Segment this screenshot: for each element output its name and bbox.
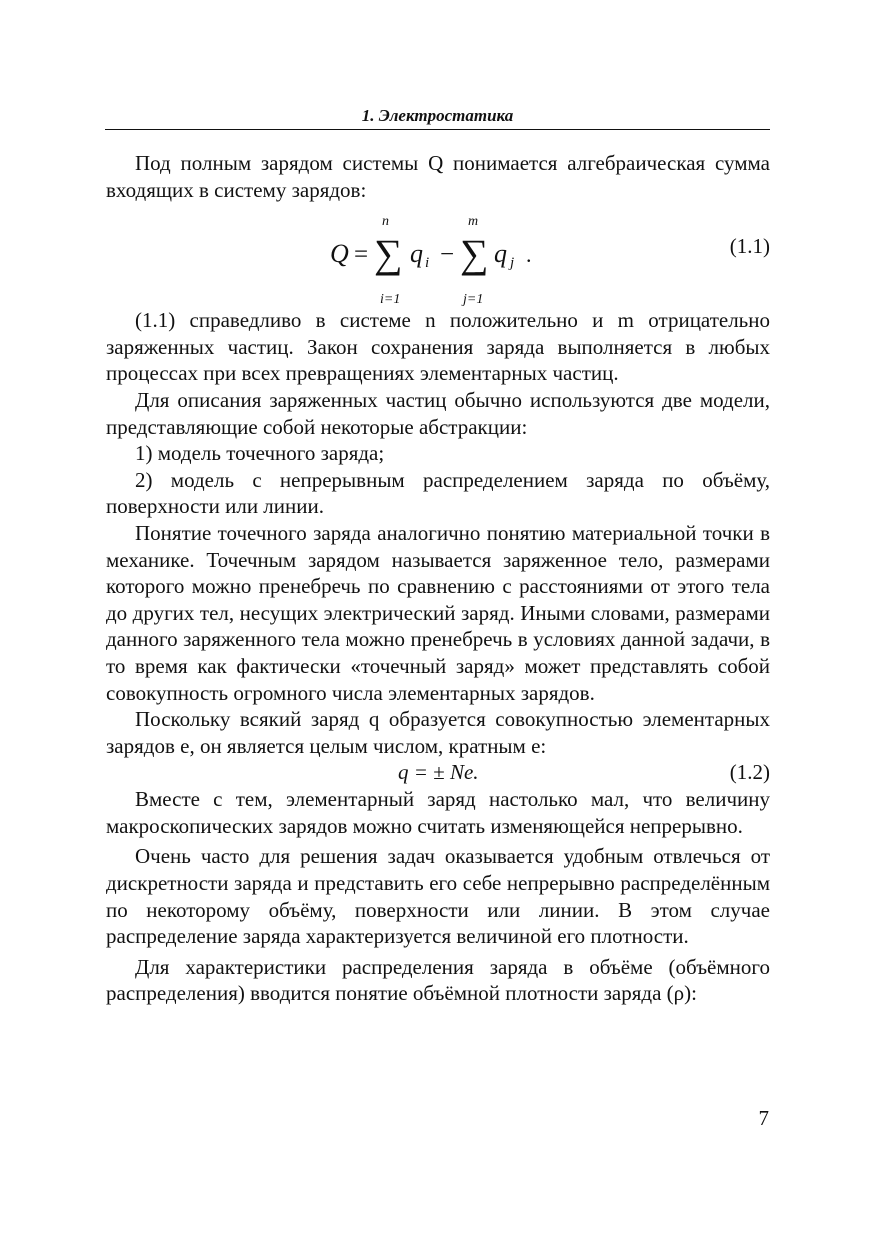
header-rule — [105, 129, 770, 130]
eq1-period: . — [526, 242, 532, 268]
eq1-sum1-sigma: ∑ — [374, 231, 403, 277]
eq1-sum2-upper: m — [468, 214, 479, 230]
list-item-1: 1) модель точечного заряда; — [135, 441, 385, 466]
eq1-sum1-upper: n — [382, 214, 389, 230]
eq1-sum2-sigma: ∑ — [460, 231, 489, 277]
page-number: 7 — [758, 1106, 769, 1130]
equation-1-2 — [106, 759, 770, 786]
eq1-term1: q — [410, 239, 423, 269]
paragraph-4: Понятие точечного заряда аналогично понятию материальной точки в механике. Точечным зарядом называется заряженное тело, размерами которого можно пренебречь по сравнению с расстояниями от этого тела до других тел, несущих электрический заряд. Иными словами, размерами данного заряженного тела можно пренебречь в условиях данной задачи, в то время как фактически «точечный заряд» может представлять собой совокупность огромного числа элементарных зарядов. — [106, 520, 770, 705]
eq1-sum2-lower: j=1 — [463, 292, 484, 308]
equation-1-2-formula: q = ± Ne. — [398, 760, 479, 785]
equation-1-1 — [106, 203, 770, 307]
eq1-term2-sub: j — [510, 255, 515, 272]
eq1-lhs: Q — [330, 239, 349, 269]
eq1-equals: = — [354, 241, 369, 269]
equation-number-1-1: (1.1) — [729, 234, 770, 259]
running-head: 1. Электростатика — [361, 106, 514, 125]
eq1-term2: q — [494, 239, 507, 269]
equation-number-1-2: (1.2) — [729, 760, 770, 785]
paragraph-2: (1.1) справедливо в системе n положительно и m отрицательно заряженных частиц. Закон сохранения заряда выполняется в любых процессах при всех превращениях элементарных частиц. — [106, 308, 770, 386]
paragraph-6: Вместе с тем, элементарный заряд настолько мал, что величину макроскопических зарядов можно считать изменяющейся непрерывно. — [106, 787, 770, 838]
eq1-term1-sub: i — [425, 255, 430, 272]
paragraph-3: Для описания заряженных частиц обычно используются две модели, представляющие собой некоторые абстракции: — [106, 387, 770, 439]
list-item-2: 2) модель с непрерывным распределением заряда по объёму, поверхности или линии. — [106, 467, 770, 519]
body-text — [106, 150, 770, 1007]
paragraph-8: Для характеристики распределения заряда в объёме (объёмного распределения) вводится понятие объёмной плотности заряда (ρ): — [106, 954, 770, 1006]
eq1-sum1-lower: i=1 — [380, 292, 401, 308]
paragraph-1: Под полным зарядом системы Q понимается алгебраическая сумма входящих в систему зарядов: — [106, 151, 770, 202]
eq1-minus: − — [440, 241, 455, 269]
paragraph-7: Очень часто для решения задач оказывается удобным отвлечься от дискретности заряда и представить его себе непрерывно распределённым по некоторому объёму, поверхности или линии. В этом случае распределение заряда характеризуется величиной его плотности. — [106, 844, 770, 949]
paragraph-5: Поскольку всякий заряд q образуется совокупностью элементарных зарядов е, он является целым числом, кратным e: — [106, 707, 770, 758]
equation-1-1-formula — [328, 203, 538, 307]
